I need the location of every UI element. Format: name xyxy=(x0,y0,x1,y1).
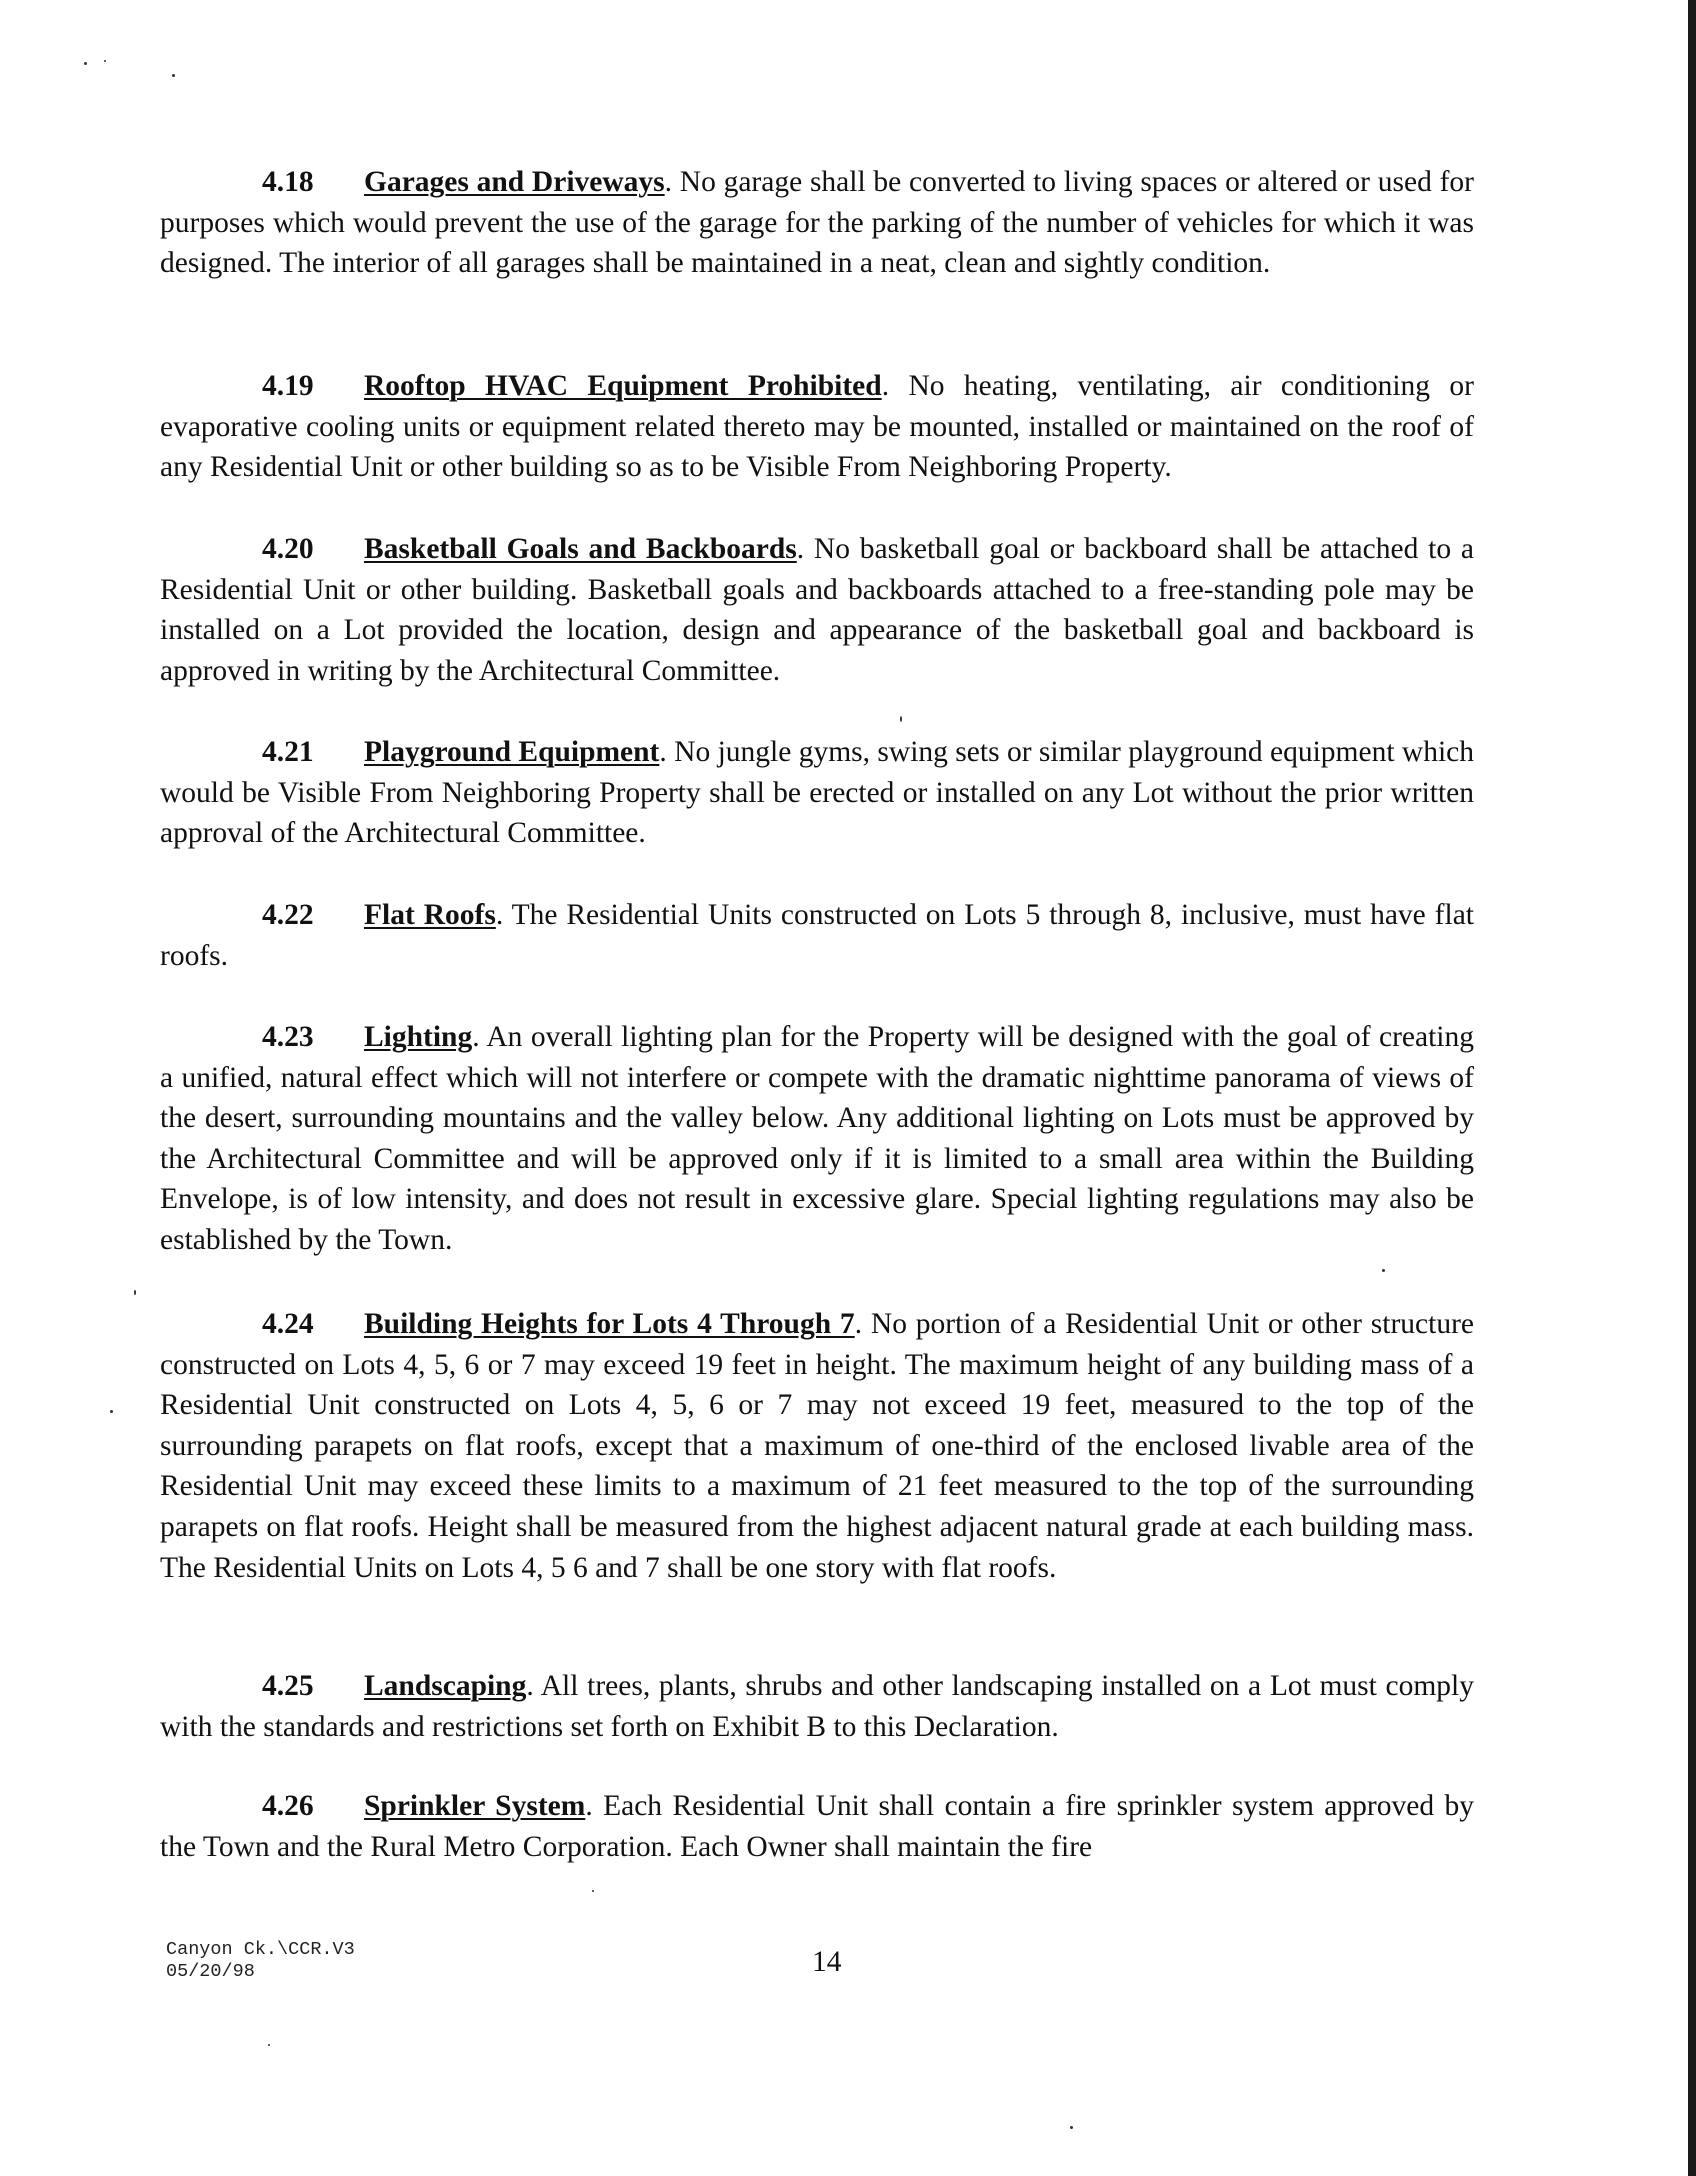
section-4-23 xyxy=(160,1017,1474,1261)
section-title: Basketball Goals and Backboards xyxy=(364,533,797,565)
scan-speck xyxy=(172,74,175,77)
section-4-21 xyxy=(160,732,1474,854)
footer-file-ref: Canyon Ck.\CCR.V3 xyxy=(166,1939,355,1960)
section-body: . Each Residential Unit shall contain a fire sprinkler system approved by the Town and the Rural Metro Corporation. Each Owner shall maintain the fire xyxy=(160,1790,1474,1863)
footer-date: 05/20/98 xyxy=(166,1961,255,1982)
section-number: 4.24 xyxy=(262,1308,314,1340)
scan-speck xyxy=(110,1410,113,1413)
section-number: 4.21 xyxy=(262,736,314,768)
section-body: . No jungle gyms, swing sets or similar playground equipment which would be Visible From Neighboring Property shall be erected or installed on any Lot without the prior written approval of the Architectural Committee. xyxy=(160,736,1474,850)
section-title: Garages and Driveways xyxy=(364,166,665,198)
section-number: 4.19 xyxy=(262,370,314,402)
section-number: 4.20 xyxy=(262,533,314,565)
scan-speck xyxy=(268,2044,270,2046)
section-4-20 xyxy=(160,529,1474,691)
scan-speck xyxy=(900,716,902,722)
section-title: Flat Roofs xyxy=(364,899,496,931)
section-number: 4.23 xyxy=(262,1021,314,1053)
scan-speck xyxy=(592,1890,594,1892)
section-body: . The Residential Units constructed on Lots 5 through 8, inclusive, must have flat roofs. xyxy=(160,899,1474,972)
section-number: 4.22 xyxy=(262,899,314,931)
scan-edge xyxy=(1688,0,1696,2176)
scan-speck xyxy=(134,1290,136,1295)
page-number: 14 xyxy=(812,1946,842,1978)
scan-speck xyxy=(84,62,87,65)
section-title: Building Heights for Lots 4 Through 7 xyxy=(364,1308,855,1340)
section-body: . No basketball goal or backboard shall be attached to a Residential Unit or other building. Basketball goals and backboards attached to a free-standing pole may be installed on a Lot provided the location, design and appearance of the basketball goal and backboard is approved in writing by the Architectural Committee. xyxy=(160,533,1474,687)
scan-speck xyxy=(1382,1269,1385,1272)
section-4-24 xyxy=(160,1304,1474,1588)
section-title: Lighting xyxy=(364,1021,473,1053)
section-body: . An overall lighting plan for the Property will be designed with the goal of creating a unified, natural effect which will not interfere or compete with the dramatic nighttime panorama of views of the desert, surrounding mountains and the valley below. Any additional lighting on Lots must be approved by the Architectural Committee and will be approved only if it is limited to a small area within the Building Envelope, is of low intensity, and does not result in excessive glare. Special lighting regulations may also be established by the Town. xyxy=(160,1021,1474,1256)
section-title: Rooftop HVAC Equipment Prohibited xyxy=(364,370,882,402)
footer-document-reference xyxy=(166,1939,355,1983)
section-4-19 xyxy=(160,366,1474,488)
section-4-26 xyxy=(160,1786,1474,1867)
section-title: Sprinkler System xyxy=(364,1790,586,1822)
section-body: . All trees, plants, shrubs and other landscaping installed on a Lot must comply with the standards and restrictions set forth on Exhibit B to this Declaration. xyxy=(160,1670,1474,1743)
section-number: 4.25 xyxy=(262,1670,314,1702)
section-body: . No garage shall be converted to living spaces or altered or used for purposes which would prevent the use of the garage for the parking of the number of vehicles for which it was designed. The interior of all garages shall be maintained in a neat, clean and sightly condition. xyxy=(160,166,1474,280)
section-number: 4.18 xyxy=(262,166,314,198)
section-title: Playground Equipment xyxy=(364,736,660,768)
section-number: 4.26 xyxy=(262,1790,314,1822)
section-title: Landscaping xyxy=(364,1670,527,1702)
section-body: . No portion of a Residential Unit or other structure constructed on Lots 4, 5, 6 or 7 may exceed 19 feet in height. The maximum height of any building mass of a Residential Unit constructed on Lots 4, 5, 6 or 7 may not exceed 19 feet, measured to the top of the surrounding parapets on flat roofs, except that a maximum of one-third of the enclosed livable area of the Residential Unit may exceed these limits to a maximum of 21 feet measured to the top of the surrounding parapets on flat roofs. Height shall be measured from the highest adjacent natural grade at each building mass. The Residential Units on Lots 4, 5 6 and 7 shall be one story with flat roofs. xyxy=(160,1308,1475,1584)
section-body: . No heating, ventilating, air conditioning or evaporative cooling units or equipment related thereto may be mounted, installed or maintained on the roof of any Residential Unit or other building so as to be Visible From Neighboring Property. xyxy=(160,370,1475,484)
section-4-18 xyxy=(160,162,1474,284)
scan-speck xyxy=(104,60,106,62)
scan-speck xyxy=(1070,2126,1073,2129)
section-4-22 xyxy=(160,895,1474,976)
section-4-25 xyxy=(160,1666,1474,1747)
